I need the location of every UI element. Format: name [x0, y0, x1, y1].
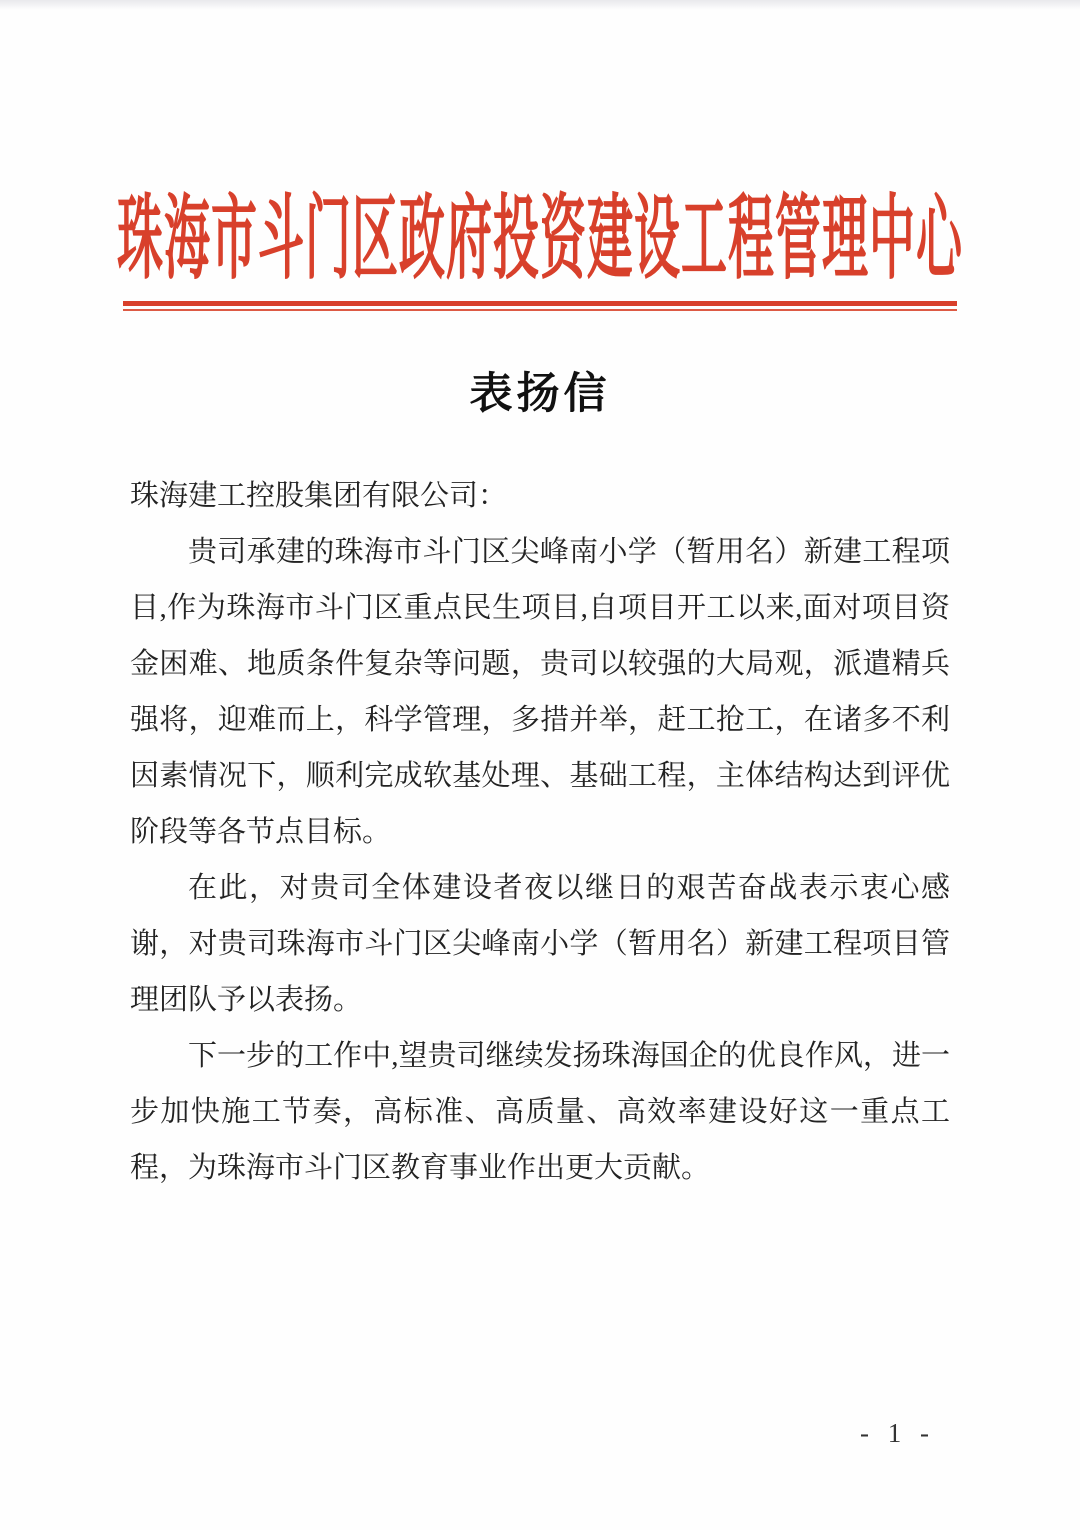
page-number: - 1 -: [860, 1418, 935, 1448]
letterhead-rule: [123, 301, 957, 311]
letterhead-rule-thin: [123, 309, 957, 311]
scan-edge-artifact: [0, 0, 1080, 10]
letterhead-org-name: 珠海市斗门区政府投资建设工程管理中心: [117, 188, 963, 290]
letter-body: [130, 468, 950, 1196]
body-paragraph: 下一步的工作中,望贵司继续发扬珠海国企的优良作风，进一步加快施工节奏，高标准、高质量、高效率建设好这一重点工程，为珠海市斗门区教育事业作出更大贡献。: [130, 1040, 950, 1184]
body-paragraph: 在此，对贵司全体建设者夜以继日的艰苦奋战表示衷心感谢，对贵司珠海市斗门区尖峰南小学（暂用名）新建工程项目管理团队予以表扬。: [130, 872, 950, 1016]
salutation: 珠海建工控股集团有限公司：: [130, 480, 508, 512]
body-paragraph: 贵司承建的珠海市斗门区尖峰南小学（暂用名）新建工程项目,作为珠海市斗门区重点民生项目,自项目开工以来,面对项目资金困难、地质条件复杂等问题，贵司以较强的大局观，派遣精兵强将，迎难而上，科学管理，多措并举，赶工抢工，在诸多不利因素情况下，顺利完成软基处理、基础工程，主体结构达到评优阶段等各节点目标。: [130, 536, 950, 848]
letter-title: 表扬信: [469, 371, 611, 418]
letterhead-rule-thick: [123, 301, 957, 306]
